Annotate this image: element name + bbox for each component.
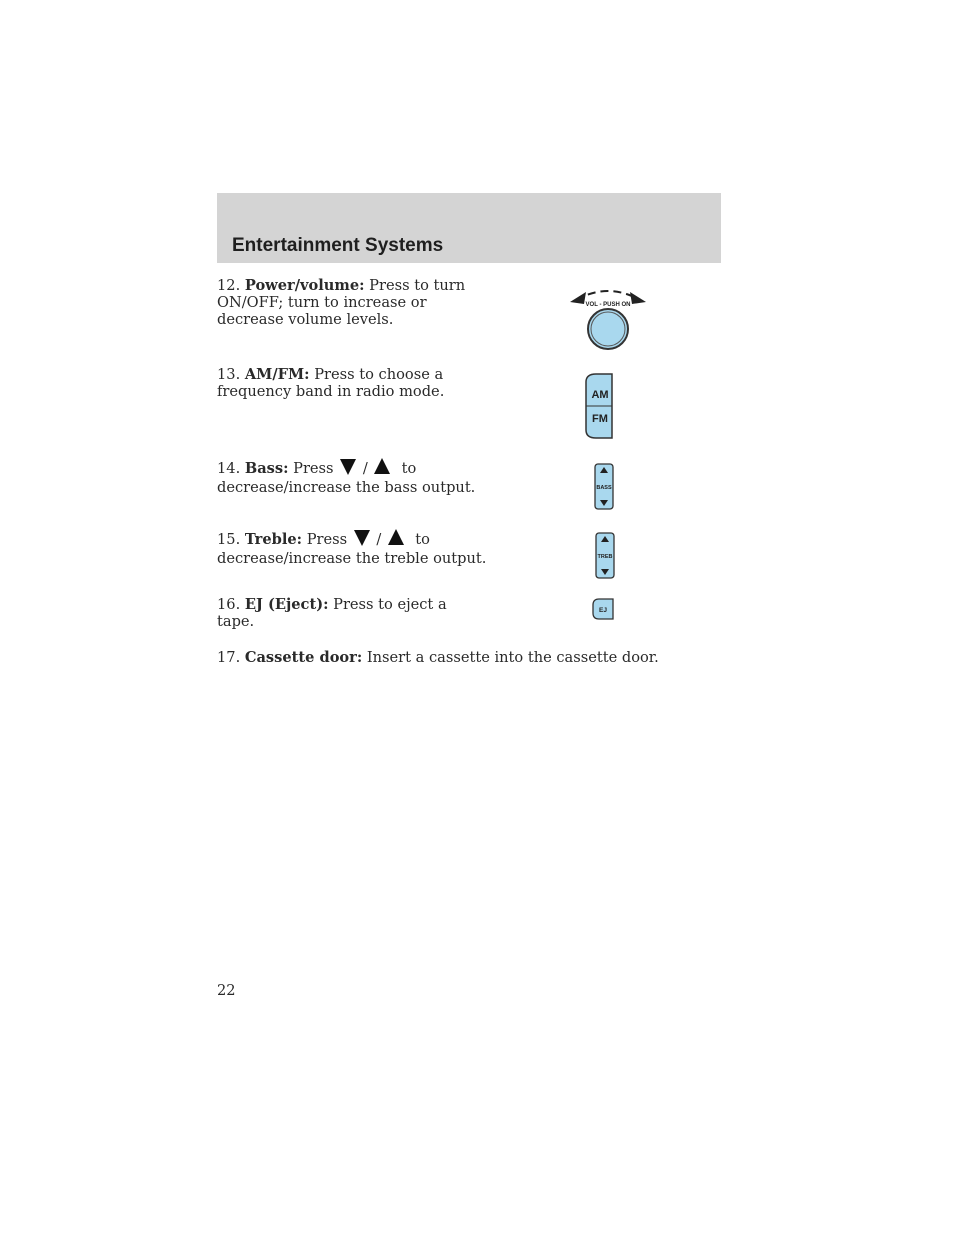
item-eject [217,596,447,630]
treble-label: TREB [597,554,613,560]
item-number: 14. [217,460,241,477]
item-text: decrease volume levels. [217,311,394,328]
down-triangle-icon [354,529,370,546]
item-text: Press to choose a [314,366,444,383]
item-number: 13. [217,366,241,383]
am-label: AM [591,389,609,401]
slash-text: / [362,460,368,477]
item-text: Press [293,460,334,477]
item-text: Press to turn [369,277,466,294]
bass-button-figure [592,463,616,511]
item-term: Treble: [244,531,303,548]
fm-label: FM [592,413,608,425]
item-text: Insert a cassette into the cassette door. [366,649,659,666]
item-am-fm [217,366,444,400]
item-number: 12. [217,277,241,294]
item-text: to [401,460,417,477]
item-text: Press to eject a [333,596,447,613]
item-term: AM/FM: [244,366,310,383]
item-text: frequency band in radio mode. [217,383,445,400]
item-text: ON/OFF; turn to increase or [217,294,427,311]
am-fm-button-figure [582,372,616,440]
item-text: tape. [217,613,255,630]
item-number: 15. [217,531,241,548]
treble-button-figure [593,532,617,580]
item-number: 17. [217,649,241,666]
page-number: 22 [217,982,236,999]
header-band [217,193,721,263]
item-term: Bass: [244,460,289,477]
item-treble [217,529,486,567]
slash-text: / [376,531,382,548]
eject-label: EJ [599,607,607,614]
item-text: decrease/increase the bass output. [217,479,476,496]
item-text: Press [306,531,348,548]
section-title: Entertainment Systems [232,235,444,256]
item-term: Cassette door: [244,649,363,666]
item-cassette-door [217,649,659,666]
item-bass [217,458,475,496]
volume-knob-label: VOL - PUSH ON [585,302,631,308]
up-triangle-icon [374,458,390,475]
item-power-volume [217,277,465,328]
bass-label: BASS [596,485,612,491]
item-term: EJ (Eject): [244,596,329,613]
up-triangle-icon [388,529,404,546]
eject-button-figure [589,597,617,623]
down-triangle-icon [340,458,356,475]
volume-knob-figure [566,280,650,352]
item-text: to [415,531,430,548]
item-term: Power/volume: [244,277,365,294]
item-text: decrease/increase the treble output. [217,550,487,567]
item-number: 16. [217,596,241,613]
